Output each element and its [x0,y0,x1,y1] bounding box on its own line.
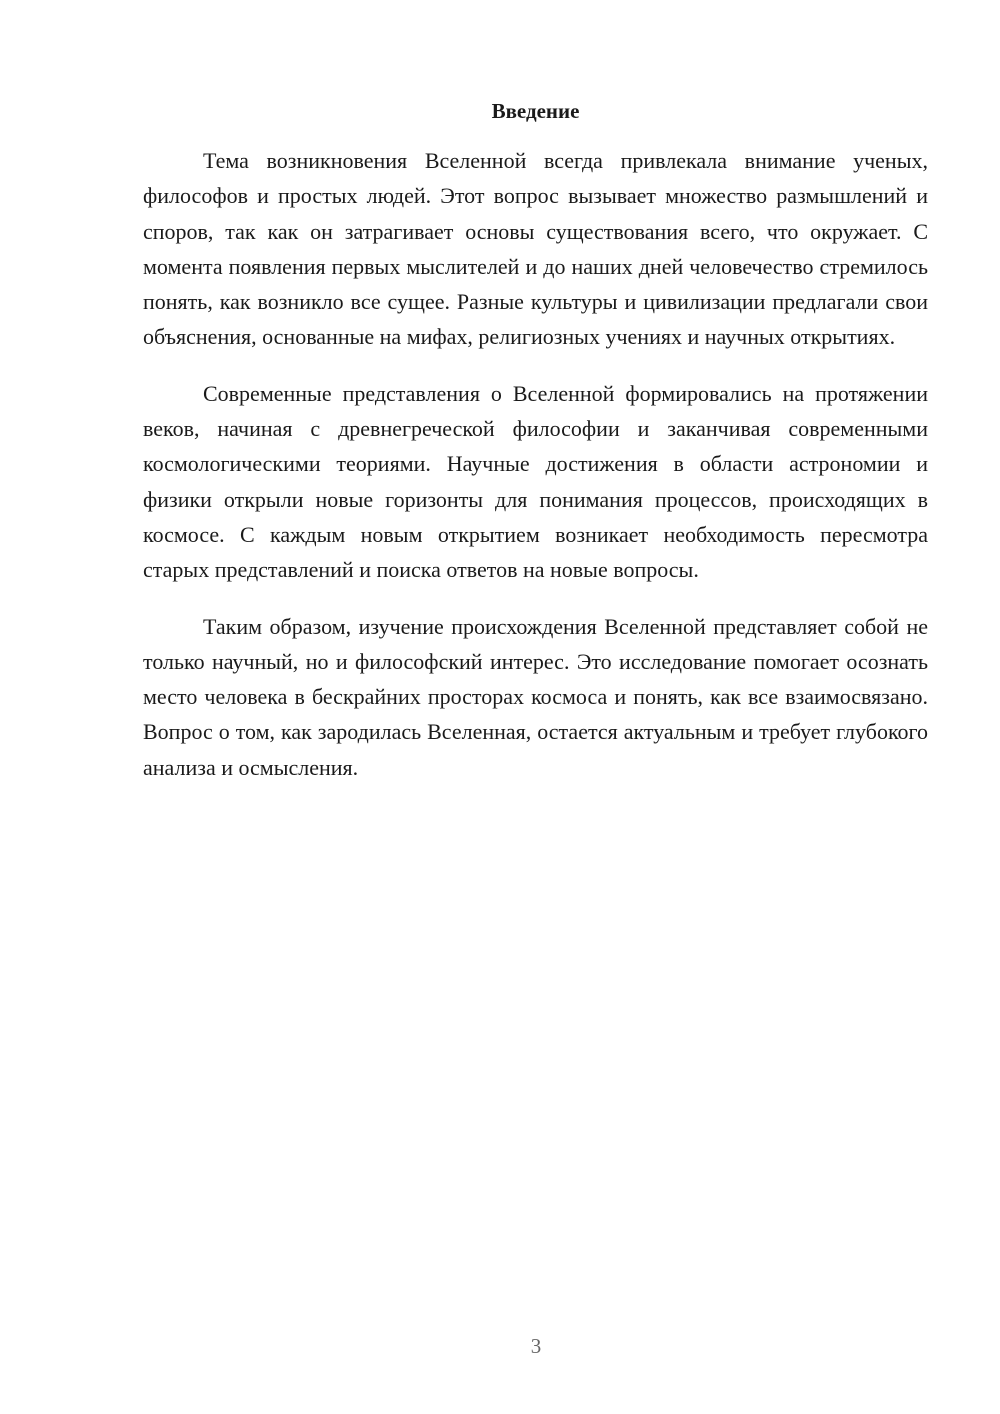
paragraph-2: Современные представления о Вселенной формировались на протяжении веков, начиная с древнегреческой философии и заканчивая современными космологическими теориями. Научные достижения в области астрономии и физики открыли новые горизонты для понимания процессов, происходящих в космосе. С каждым новым открытием возникает необходимость пересмотра старых представлений и поиска ответов на новые вопросы. [143,380,928,583]
page-number: 3 [530,1334,542,1358]
paragraph-3: Таким образом, изучение происхождения Вселенной представляет собой не только научный, но и философский интерес. Это исследование помогает осознать место человека в бескрайних просторах космоса и понять, как все взаимосвязано. Вопрос о том, как зародилась Вселенная, остается актуальным и требует глубокого анализа и осмысления. [143,613,928,780]
paragraph-1: Тема возникновения Вселенной всегда привлекала внимание ученых, философов и простых людей. Этот вопрос вызывает множество размышлений и споров, так как он затрагивает основы существования всего, что окружает. С момента появления первых мыслителей и до наших дней человечество стремилось понять, как возникло все сущее. Разные культуры и цивилизации предлагали свои объяснения, основанные на мифах, религиозных учениях и научных открытиях. [143,148,928,350]
page-content [143,96,928,806]
section-heading: Введение [491,99,580,123]
